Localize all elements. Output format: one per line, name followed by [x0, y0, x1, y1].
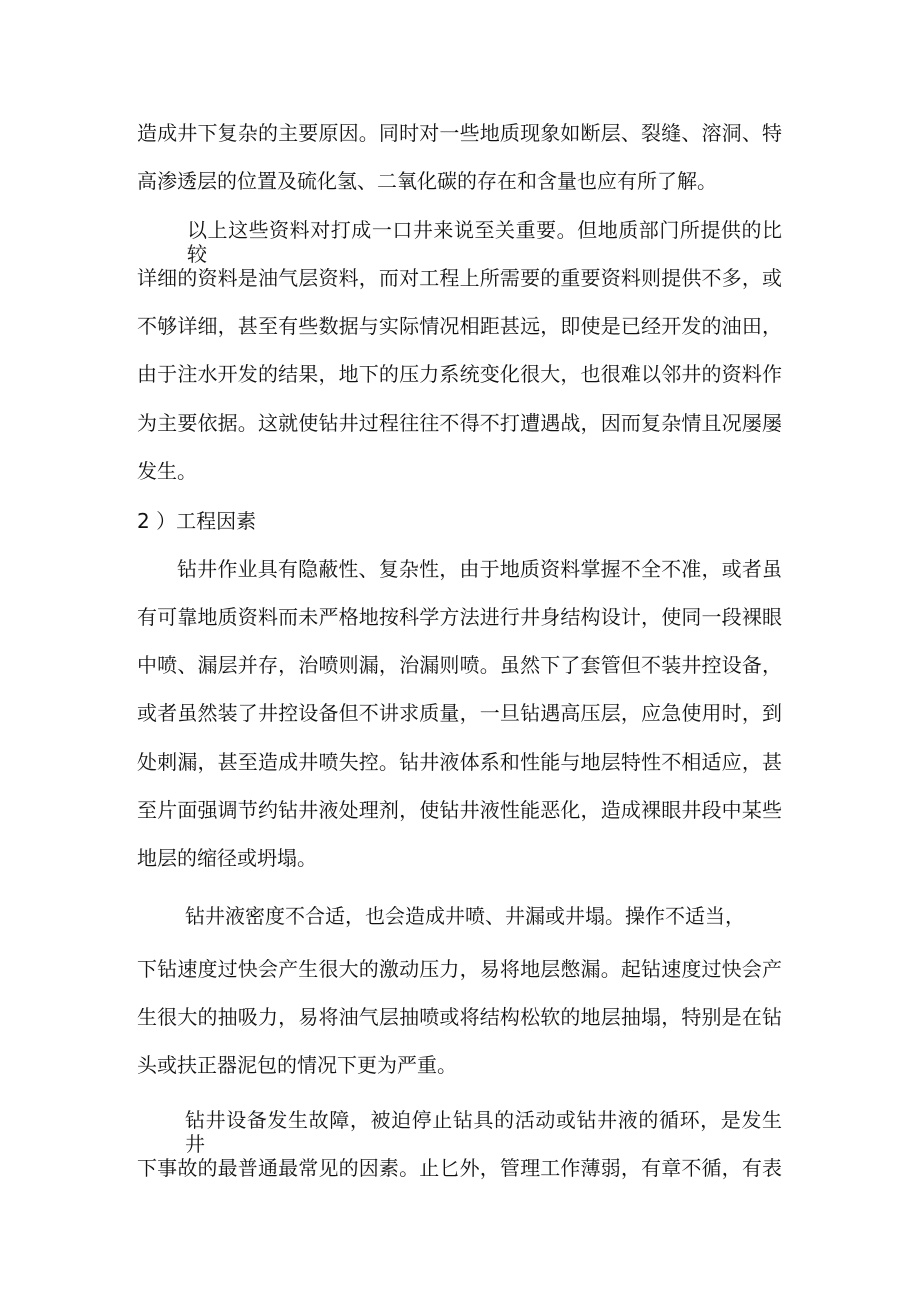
paragraph-line: 不够详细，甚至有些数据与实际情况相距甚远，即使是已经开发的油田，: [137, 314, 782, 338]
paragraph-line: 为主要依据。这就使钻井过程往往不得不打遭遇战，因而复杂情且况屡屡: [137, 411, 782, 435]
paragraph-line: 中喷、漏层并存，治喷则漏，治漏则喷。虽然下了套管但不装井控设备，: [137, 653, 782, 677]
paragraph-line: 至片面强调节约钻井液处理剂，使钻井液性能恶化，造成裸眼井段中某些: [137, 798, 782, 822]
paragraph-line: 由于注水开发的结果，地下的压力系统变化很大，也很难以邻井的资料作: [137, 362, 782, 386]
paragraph-line: 下钻速度过快会产生很大的激动压力，易将地层憋漏。起钻速度过快会产: [137, 957, 782, 981]
paragraph-line: 详细的资料是油气层资料，而对工程上所需要的重要资料则提供不多，或: [137, 266, 782, 290]
paragraph-line: 造成井下复杂的主要原因。同时对一些地质现象如断层、裂缝、溶洞、特: [137, 121, 782, 145]
section-heading: 2 ）工程因素: [137, 509, 257, 533]
paragraph-line: 生很大的抽吸力，易将油气层抽喷或将结构松软的地层抽塌，特别是在钻: [137, 1005, 782, 1029]
paragraph-line: 处刺漏，甚至造成井喷失控。钻井液体系和性能与地层特性不相适应，甚: [137, 750, 782, 774]
paragraph-line: 头或扶正器泥包的情况下更为严重。: [137, 1053, 457, 1077]
paragraph-line: 钻井设备发生故障，被迫停止钻具的活动或钻井液的循环，是发生井: [185, 1108, 782, 1156]
paragraph-line: 钻井液密度不合适，也会造成井喷、井漏或井塌。操作不适当，: [185, 904, 745, 928]
paragraph-line: 高渗透层的位置及硫化氢、二氧化碳的存在和含量也应有所了解。: [137, 169, 717, 193]
paragraph-line: 钻井作业具有隐蔽性、复杂性，由于地质资料掌握不全不准，或者虽: [177, 557, 782, 581]
paragraph-line: 地层的缩径或坍塌。: [137, 846, 317, 870]
paragraph-line: 下事故的最普通最常见的因素。止匕外，管理工作薄弱，有章不循，有表: [137, 1156, 782, 1180]
paragraph-line: 或者虽然装了井控设备但不讲求质量，一旦钻遇高压层，应急使用时，到: [137, 701, 782, 725]
paragraph-line: 有可靠地质资料而未严格地按科学方法进行井身结构设计，使同一段裸眼: [137, 605, 782, 629]
paragraph-line: 以上这些资料对打成一口井来说至关重要。但地质部门所提供的比较: [187, 218, 782, 266]
paragraph-line: 发生。: [137, 459, 197, 483]
